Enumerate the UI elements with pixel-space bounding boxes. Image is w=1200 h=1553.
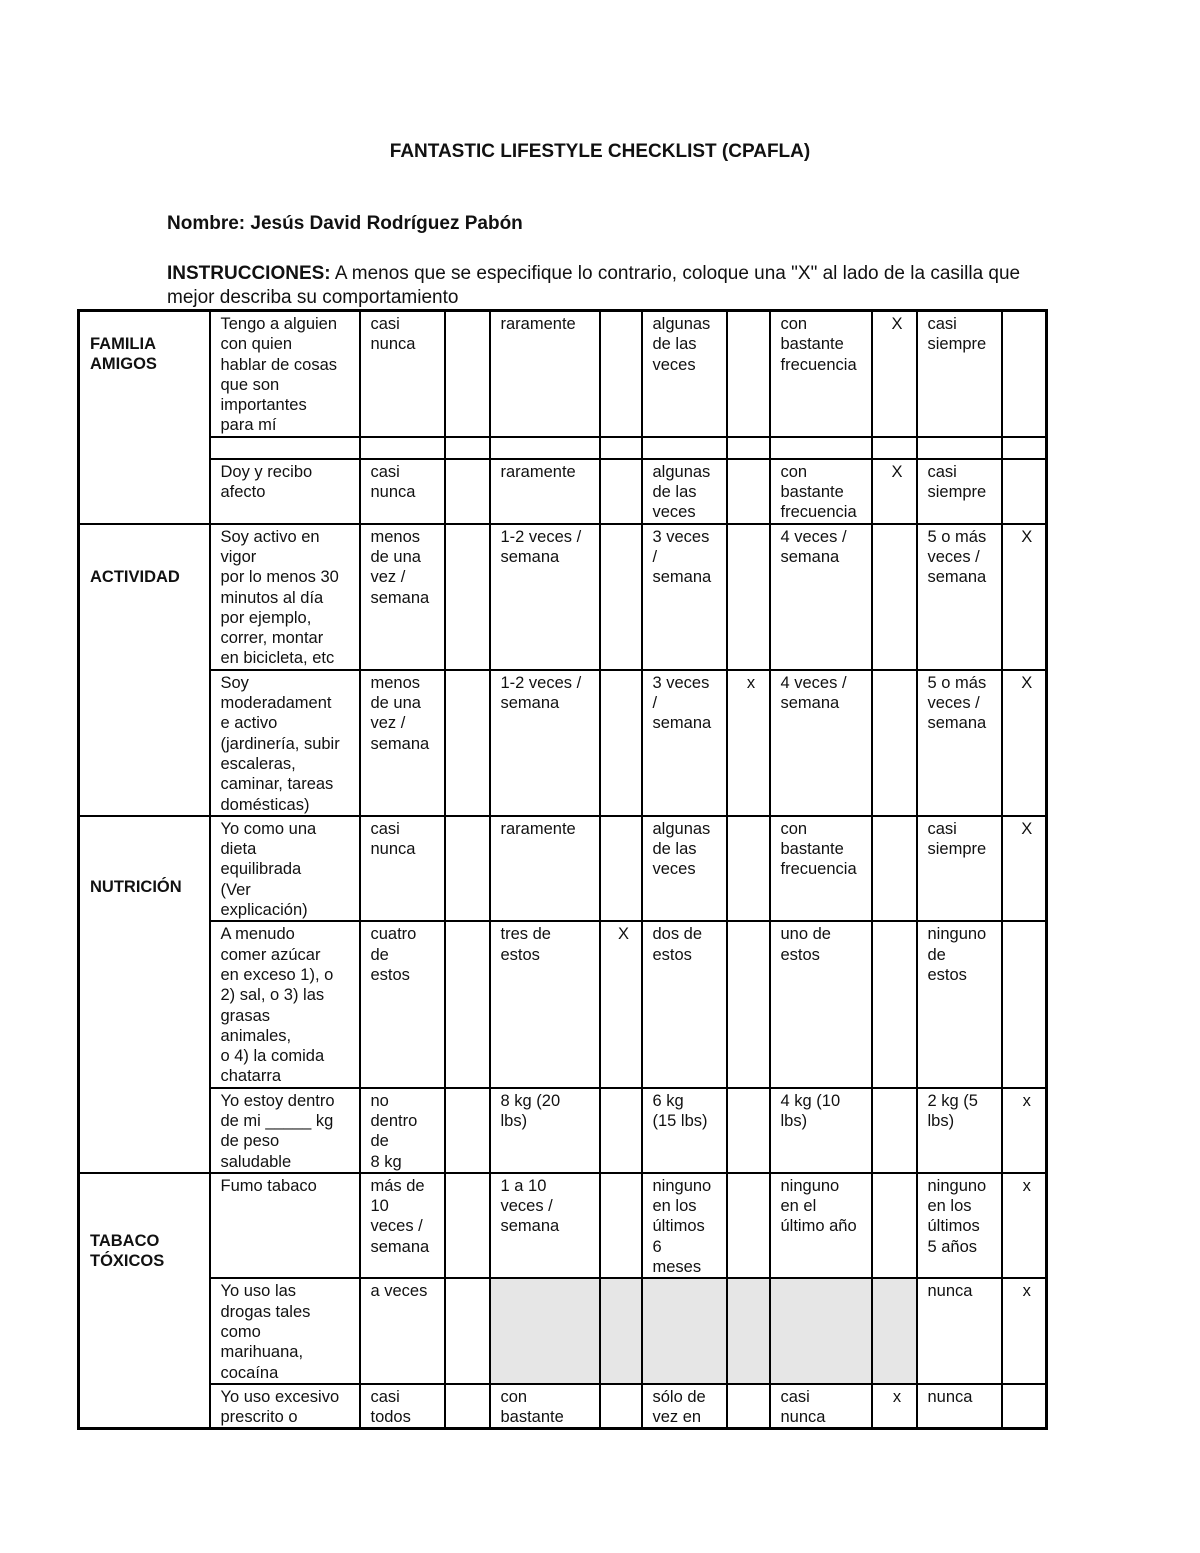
mark-cell[interactable] [600, 1384, 642, 1429]
section-actividad: ACTIVIDAD [79, 524, 210, 816]
option-cell: casi nunca [360, 311, 445, 437]
mark-cell[interactable] [872, 816, 917, 921]
mark-cell[interactable] [727, 921, 770, 1087]
option-cell: 3 veces / semana [642, 670, 727, 816]
option-cell: menos de una vez / semana [360, 524, 445, 670]
section-tabaco-toxicos: TABACO TÓXICOS [79, 1173, 210, 1429]
document-title: FANTASTIC LIFESTYLE CHECKLIST (CPAFLA) [389, 141, 811, 162]
option-cell [917, 437, 1002, 459]
mark-cell[interactable] [1002, 437, 1047, 459]
mark-cell[interactable] [600, 437, 642, 459]
option-cell: 1 a 10 veces / semana [490, 1173, 600, 1278]
mark-cell[interactable] [445, 670, 490, 816]
mark-cell[interactable] [445, 1278, 490, 1383]
question-cell [210, 437, 360, 459]
option-cell: ninguno de estos [917, 921, 1002, 1087]
mark-cell[interactable] [445, 1384, 490, 1429]
mark-cell[interactable] [872, 1088, 917, 1173]
option-cell: uno de estos [770, 921, 872, 1087]
instructions [167, 262, 1047, 310]
mark-cell[interactable] [1002, 1384, 1047, 1429]
mark-cell[interactable] [727, 1173, 770, 1278]
option-cell: dos de estos [642, 921, 727, 1087]
table-row [79, 1173, 1047, 1278]
option-cell: casi nunca [360, 816, 445, 921]
mark-cell[interactable] [872, 670, 917, 816]
mark-cell[interactable] [445, 1088, 490, 1173]
mark-cell[interactable]: X [1002, 816, 1047, 921]
option-cell [642, 1278, 727, 1383]
mark-cell[interactable] [727, 1278, 770, 1383]
mark-cell[interactable] [727, 437, 770, 459]
mark-cell[interactable]: X [872, 459, 917, 524]
mark-cell[interactable] [445, 921, 490, 1087]
table-row [79, 1278, 1047, 1383]
mark-cell[interactable]: x [872, 1384, 917, 1429]
mark-cell[interactable] [727, 1088, 770, 1173]
section-familia-amigos: FAMILIA AMIGOS [79, 311, 210, 524]
instructions-label: INSTRUCCIONES: [167, 263, 331, 284]
option-cell: tres de estos [490, 921, 600, 1087]
table-row [79, 816, 1047, 921]
option-cell: con bastante frecuencia [770, 459, 872, 524]
option-cell: 5 o más veces / semana [917, 524, 1002, 670]
instructions-text: A menos que se especifique lo contrario, coloque una "X" al lado de la casilla que mejor describa su comportamiento [167, 263, 1021, 308]
mark-cell[interactable] [1002, 459, 1047, 524]
mark-cell[interactable]: x [1002, 1088, 1047, 1173]
table-row [79, 524, 1047, 670]
option-cell: más de 10 veces / semana [360, 1173, 445, 1278]
option-cell: casi siempre [917, 311, 1002, 437]
mark-cell[interactable]: X [1002, 524, 1047, 670]
table-row [79, 459, 1047, 524]
question-cell: Yo como una dieta equilibrada (Ver explicación) [210, 816, 360, 921]
option-cell: con bastante frecuencia [770, 311, 872, 437]
option-cell: 2 kg (5 lbs) [917, 1088, 1002, 1173]
option-cell: 5 o más veces / semana [917, 670, 1002, 816]
question-cell: Tengo a alguien con quien hablar de cosas que son importantes para mí [210, 311, 360, 437]
option-cell: con bastante [490, 1384, 600, 1429]
option-cell: casi siempre [917, 816, 1002, 921]
mark-cell[interactable] [872, 1278, 917, 1383]
table-row [79, 1088, 1047, 1173]
option-cell: a veces [360, 1278, 445, 1383]
section-nutricion: NUTRICIÓN [79, 816, 210, 1173]
mark-cell[interactable] [727, 816, 770, 921]
option-cell: casi todos [360, 1384, 445, 1429]
mark-cell[interactable] [445, 1173, 490, 1278]
mark-cell[interactable] [600, 1278, 642, 1383]
option-cell: 1-2 veces / semana [490, 670, 600, 816]
mark-cell[interactable] [1002, 311, 1047, 437]
mark-cell[interactable] [600, 816, 642, 921]
name-line: Nombre: Jesús David Rodríguez Pabón [167, 213, 523, 234]
mark-cell[interactable] [600, 524, 642, 670]
option-cell: no dentro de 8 kg [360, 1088, 445, 1173]
option-cell: algunas de las veces [642, 816, 727, 921]
question-cell: Soy activo en vigor por lo menos 30 minutos al día por ejemplo, correr, montar en bicicleta, etc [210, 524, 360, 670]
mark-cell[interactable] [445, 311, 490, 437]
mark-cell[interactable] [445, 437, 490, 459]
mark-cell[interactable]: X [872, 311, 917, 437]
mark-cell[interactable] [872, 921, 917, 1087]
table-row [79, 921, 1047, 1087]
option-cell: raramente [490, 311, 600, 437]
option-cell: 6 kg (15 lbs) [642, 1088, 727, 1173]
mark-cell[interactable] [872, 1173, 917, 1278]
option-cell: ninguno en los últimos 6 meses [642, 1173, 727, 1278]
table-row [79, 670, 1047, 816]
table-row [79, 311, 1047, 437]
option-cell [490, 1278, 600, 1383]
option-cell: nunca [917, 1278, 1002, 1383]
mark-cell[interactable] [727, 311, 770, 437]
mark-cell[interactable]: x [1002, 1278, 1047, 1383]
option-cell: algunas de las veces [642, 311, 727, 437]
mark-cell[interactable] [600, 311, 642, 437]
option-cell: con bastante frecuencia [770, 816, 872, 921]
option-cell [642, 437, 727, 459]
option-cell: casi siempre [917, 459, 1002, 524]
option-cell: nunca [917, 1384, 1002, 1429]
option-cell [770, 1278, 872, 1383]
mark-cell[interactable] [600, 459, 642, 524]
checklist-table [77, 309, 1048, 1430]
option-cell: algunas de las veces [642, 459, 727, 524]
option-cell [360, 437, 445, 459]
option-cell: 1-2 veces / semana [490, 524, 600, 670]
question-cell: Yo estoy dentro de mi _____ kg de peso saludable [210, 1088, 360, 1173]
mark-cell[interactable] [872, 524, 917, 670]
option-cell: ninguno en el último año [770, 1173, 872, 1278]
mark-cell[interactable] [445, 816, 490, 921]
option-cell: casi nunca [360, 459, 445, 524]
option-cell: casi nunca [770, 1384, 872, 1429]
option-cell [490, 437, 600, 459]
option-cell: ninguno en los últimos 5 años [917, 1173, 1002, 1278]
option-cell: raramente [490, 816, 600, 921]
mark-cell[interactable] [727, 1384, 770, 1429]
option-cell: 4 kg (10 lbs) [770, 1088, 872, 1173]
mark-cell[interactable] [727, 459, 770, 524]
mark-cell[interactable] [600, 1173, 642, 1278]
option-cell: raramente [490, 459, 600, 524]
table-row [79, 437, 1047, 459]
mark-cell[interactable] [600, 670, 642, 816]
question-cell: Fumo tabaco [210, 1173, 360, 1278]
option-cell: 8 kg (20 lbs) [490, 1088, 600, 1173]
option-cell: 4 veces / semana [770, 524, 872, 670]
mark-cell[interactable]: X [1002, 670, 1047, 816]
question-cell: Soy moderadament e activo (jardinería, subir escaleras, caminar, tareas domésticas) [210, 670, 360, 816]
question-cell: A menudo comer azúcar en exceso 1), o 2) sal, o 3) las grasas animales, o 4) la comida chatarra [210, 921, 360, 1087]
question-cell: Yo uso las drogas tales como marihuana, cocaína [210, 1278, 360, 1383]
mark-cell[interactable] [445, 459, 490, 524]
mark-cell[interactable] [600, 1088, 642, 1173]
option-cell: menos de una vez / semana [360, 670, 445, 816]
mark-cell[interactable]: x [727, 670, 770, 816]
question-cell: Doy y recibo afecto [210, 459, 360, 524]
option-cell [770, 437, 872, 459]
mark-cell[interactable]: X [600, 921, 642, 1087]
option-cell: sólo de vez en [642, 1384, 727, 1429]
mark-cell[interactable] [727, 524, 770, 670]
mark-cell[interactable] [445, 524, 490, 670]
mark-cell[interactable] [872, 437, 917, 459]
option-cell: 3 veces / semana [642, 524, 727, 670]
option-cell: 4 veces / semana [770, 670, 872, 816]
question-cell: Yo uso excesivo prescrito o [210, 1384, 360, 1429]
mark-cell[interactable]: x [1002, 1173, 1047, 1278]
option-cell: cuatro de estos [360, 921, 445, 1087]
mark-cell[interactable] [1002, 921, 1047, 1087]
table-row [79, 1384, 1047, 1429]
